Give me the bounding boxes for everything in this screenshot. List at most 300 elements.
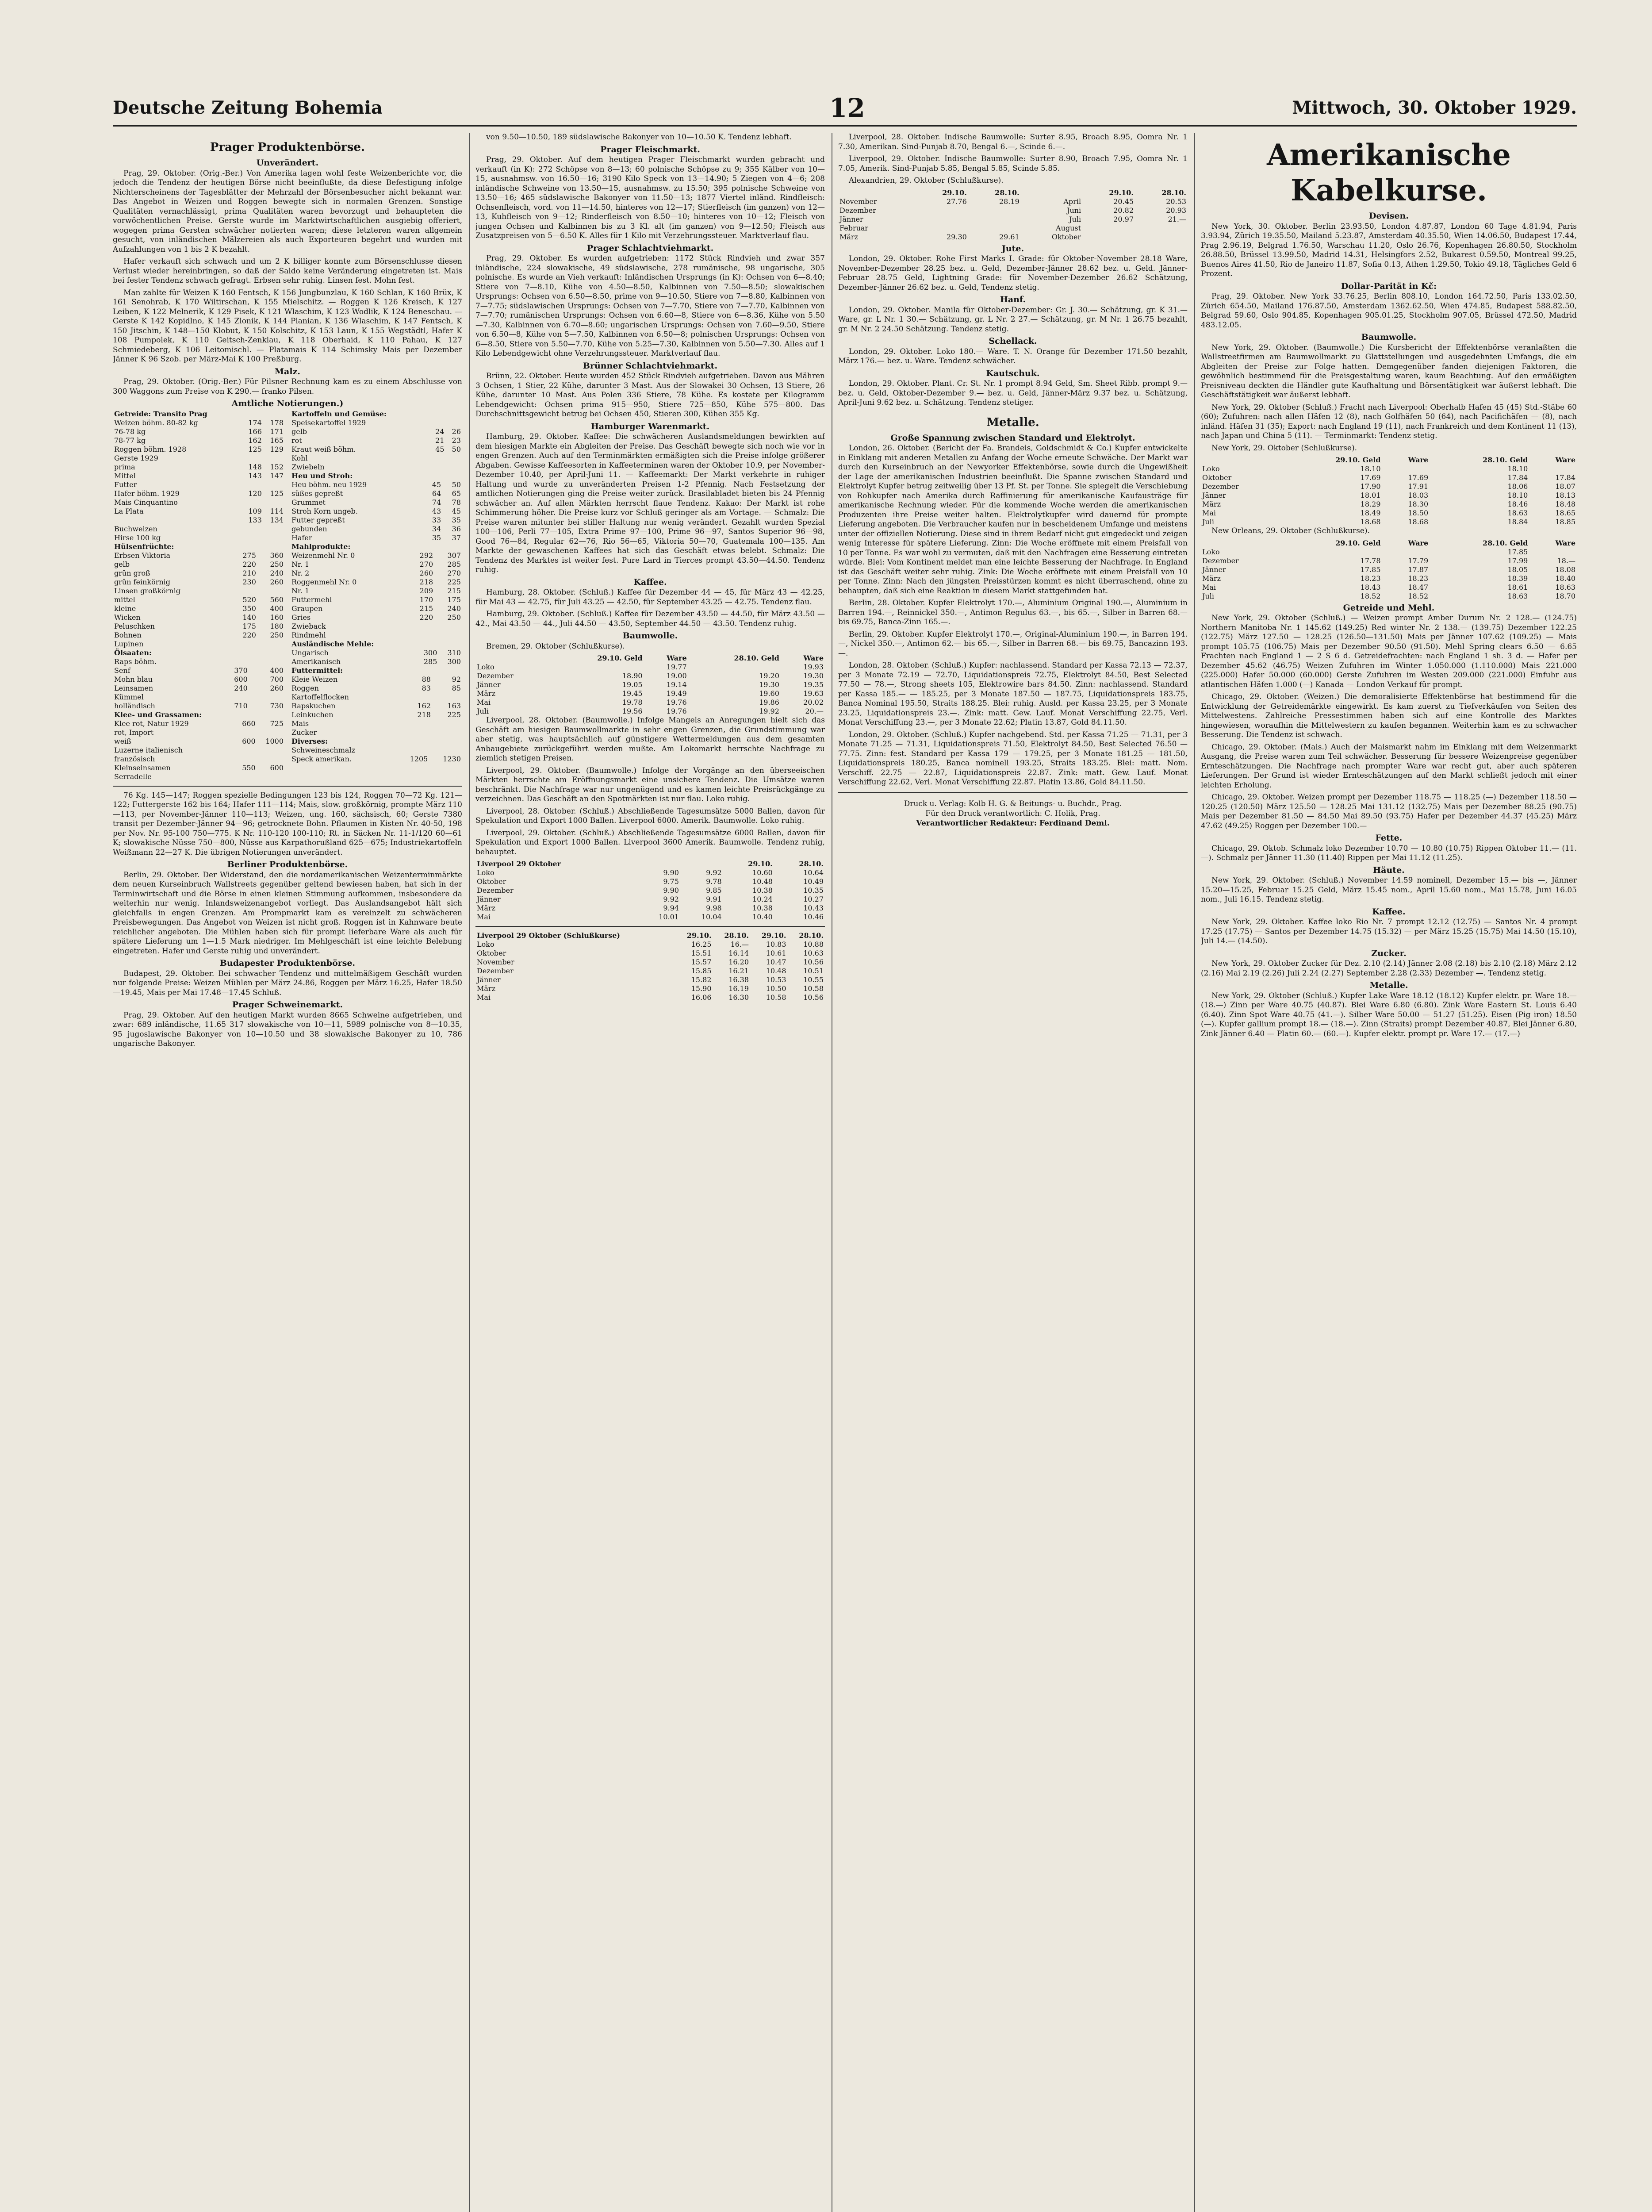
article-paragraph: von 9.50—10.50, 189 südslawische Bakonyer von 10—10.50 K. Tendenz lebhaft. xyxy=(486,133,792,142)
table-row xyxy=(113,666,285,675)
table-row xyxy=(290,719,462,728)
newspaper-name: Deutsche Zeitung Bohemia xyxy=(113,97,383,118)
table-cell: 10.60 xyxy=(752,868,773,877)
table-row xyxy=(113,525,285,534)
article-paragraph: New York, 29. Oktober (Schluß.) Kupfer Lake Ware 18.12 (18.12) Kupfer elektr. pr. Ware 18.— (18.—) Zinn per Ware 40.75 (40.87). Blei Ware 6.80 (6.80). Zink Ware Eastern St. Louis 6.40 (6.40). Zinn Spot Ware 40.75 (41.—). Silber Ware 50.00 — 51.27 (51.25). Eisen (Pig iron) 18.50 (—). Kupfer gallium prompt 18.— (18.—). Zinn (Straits) prompt Dezember 40.87, Blei Jänner 6.80, Zink Jänner 6.40 — Platin 60.— (60.—). Kupfer elektr. prompt pr. Ware 17.— (17.—) xyxy=(1201,991,1577,1038)
table-header xyxy=(1201,456,1282,465)
table-cell: Erbsen Viktoria xyxy=(114,551,171,560)
table-cell: grün feinkörnig xyxy=(114,577,171,586)
table-cell: 17.69 xyxy=(1360,473,1381,482)
article-paragraph: Liverpool, 29. Oktober. (Schluß.) Abschließende Tagesumsätze 6000 Ballen, davon für Spekulation und Export 1000 Ballen. Liverpool 3600 Amerik. Baumwolle. Tendenz ruhig, behauptet. xyxy=(475,828,825,856)
table-cell: 18.10 xyxy=(1507,491,1528,499)
table-row xyxy=(475,940,825,949)
price-tables xyxy=(113,410,462,781)
table-cell: 10.48 xyxy=(752,877,773,886)
table-cell: Gries xyxy=(291,613,311,622)
table-cell: 19.76 xyxy=(666,707,687,715)
table-cell: Jänner xyxy=(839,215,863,223)
table-cell xyxy=(263,498,285,507)
table-cell: März xyxy=(477,689,495,698)
oilseeds-price-table xyxy=(113,649,285,710)
table-row xyxy=(113,640,285,649)
table-cell: Luzerne italienisch xyxy=(114,745,183,754)
table-cell xyxy=(968,206,1021,215)
table-header: 29.10. xyxy=(942,188,967,197)
table-cell: 74 xyxy=(432,498,441,507)
table-cell: 520 xyxy=(242,595,256,604)
table-cell: Dezember xyxy=(1202,556,1239,565)
table-cell: 19.78 xyxy=(622,698,643,707)
table-cell: 240 xyxy=(234,684,248,692)
table-cell: 10.27 xyxy=(803,895,824,903)
table-cell: Nr. 2 xyxy=(291,568,310,577)
table-cell: 18.63 xyxy=(1507,591,1528,600)
table-cell: Kümmel xyxy=(114,692,144,701)
table-cell: 10.63 xyxy=(803,949,824,957)
table-cell: 9.91 xyxy=(706,895,722,903)
table-cell: 18.50 xyxy=(1408,509,1429,517)
table-cell: Februar xyxy=(839,223,869,232)
price-table-left xyxy=(113,410,285,781)
table-cell: grün groß xyxy=(114,568,150,577)
table-cell: 45 xyxy=(452,507,461,515)
table-row xyxy=(113,772,285,781)
table-header-row xyxy=(838,188,1188,197)
table-cell: November xyxy=(477,958,514,966)
article-paragraph: New York, 29. Oktober Zucker für Dez. 2.10 (2.14) Jänner 2.08 (2.18) bis 2.10 (2.18) März 2.12 (2.16) Mai 2.19 (2.26) Juli 2.24 (2.27) September 2.28 (2.33) Dezember —. Tendenz stetig. xyxy=(1201,959,1577,978)
table-row xyxy=(1201,557,1577,565)
table-cell xyxy=(551,663,644,672)
table-row xyxy=(290,445,462,454)
imprint-line: Für den Druck verantwortlich: C. Holik, Prag. xyxy=(925,809,1100,818)
table-cell: 19.20 xyxy=(759,672,779,680)
table-cell: 19.14 xyxy=(666,680,687,689)
table-cell: 307 xyxy=(447,551,461,560)
table-cell: 15.85 xyxy=(691,967,712,975)
table-cell xyxy=(402,693,432,702)
table-cell: 10.48 xyxy=(766,967,786,975)
table-cell: 28.19 xyxy=(999,197,1020,206)
table-cell: Stroh Korn ungeb. xyxy=(291,507,358,515)
table-row xyxy=(113,578,285,587)
table-header: 28.10. xyxy=(724,931,749,940)
table-cell: 166 xyxy=(248,427,262,436)
table-cell: März xyxy=(477,984,495,993)
legumes-price-table xyxy=(113,542,285,649)
table-row xyxy=(290,649,462,657)
table-row xyxy=(290,710,462,719)
table-cell: 560 xyxy=(270,595,284,604)
table-cell: 20.45 xyxy=(1113,197,1134,206)
table-cell: 17.85 xyxy=(1507,547,1528,556)
table-cell: 16.20 xyxy=(728,958,749,966)
article-paragraph: London, 29. Oktober. Loko 180.— Ware. T. N. Orange für Dezember 171.50 bezahlt, März 176.— bez. u. Ware. Tendenz schwächer. xyxy=(838,347,1188,365)
table-cell xyxy=(432,693,462,702)
table-cell: 20.— xyxy=(805,707,824,715)
table-cell: 20.97 xyxy=(1113,215,1134,223)
article-paragraph: Prag, 29. Oktober. Auf dem heutigen Prager Fleischmarkt wurden gebracht und verkauft (in K): 272 Schöpse von 8—13; 60 polnische Schöpse zu 9; 355 Kälber von 10—15, ausnahmsw. von 16.50—16; 3190 Kilo Speck von 13—14.90; 5 Ziegen von 4—6; 208 inländische Schweine von 13.50—15, ausnahmsw. zu 15.50; 395 polnische Schweine von 13.50—16; 465 südslawische Bakonyer von 11.50—13; 1877 Viertel inländ. Rindfleisch: Ochsenfleisch, vord. von 11—14.50, hinteres von 12—17; Stierfleisch (im ganzen) von 12—13, Kuhfleisch von 9—12; Rinderfleisch von 8.50—10; hinteres von 10—12; Fleisch von jungen Ochsen und Kalbinnen bis zu 3 Kl. alt (im ganzen) von 9—12.50; Fleisch aus Zusatzpreisen von 5—6.50 K. Alles für 1 Kilo mit Verzehrungssteuer. Marktverlauf flau. xyxy=(475,155,825,240)
table-cell: Ungarisch xyxy=(291,648,329,657)
table-cell: Senf xyxy=(114,666,130,675)
table-cell: 9.85 xyxy=(706,886,722,895)
table-caption: New Orleans, 29. Oktober (Schlußkurse). xyxy=(1211,526,1370,535)
table-cell: 18.68 xyxy=(1408,518,1429,526)
section-title: Metalle. xyxy=(986,415,1039,429)
table-cell: französisch xyxy=(114,754,155,763)
table-row xyxy=(113,755,285,764)
table-row xyxy=(113,436,285,445)
table-cell: 10.01 xyxy=(659,913,679,921)
table-cell: 220 xyxy=(242,560,256,568)
table-cell: 400 xyxy=(270,604,284,613)
table-cell: 114 xyxy=(270,507,284,515)
section-subtitle: Baumwolle. xyxy=(1361,332,1417,342)
table-cell: Zucker xyxy=(291,728,317,737)
article-paragraph: London, 29. Oktober. Plant. Cr. St. Nr. 1 prompt 8.94 Geld, Sm. Sheet Ribb. prompt 9.— bez. u. Geld, Oktober-Dezember 9.— bez. u. Geld, Jänner-März 9.37 bez. u. Schätzung, April-Juni 9.62 bez. u. Schätzung. Tendenz stetiger. xyxy=(838,379,1188,407)
article-paragraph: Hamburg, 28. Oktober. (Schluß.) Kaffee für Dezember 44 — 45, für März 43 — 42.25, für Mai 43 — 42.75, für Juli 43.25 — 42.50, für September 43.25 — 42.75. Tendenz flau. xyxy=(475,588,825,607)
article-paragraph: Chicago, 29. Oktob. Schmalz loko Dezember 10.70 — 10.80 (10.75) Rippen Oktober 11.— (11.—). Schmalz per Jänner 11.30 (11.40) Rippen per Mai 11.12 (11.25). xyxy=(1201,844,1577,862)
table-cell xyxy=(235,728,257,737)
article-paragraph: Liverpool, 28. Oktober. (Schluß.) Abschließende Tagesumsätze 5000 Ballen, davon für Spekulation und Export 1000 Ballen. Liverpool 6000. Amerik. Baumwolle. Loko ruhig. xyxy=(475,806,825,825)
article-paragraph: New York, 29. Oktober (Schluß.) Fracht nach Liverpool: Oberhalb Hafen 45 (45) Std.-Stäbe 60 (60); Zufuhren: nach allen Häfen 12 (8), nach Golfhäfen 50 (64), nach Pacifichäfen — (8), nach inländ. Häfen 31 (35); Export: nach England 19 (11), nach Frankreich und dem Kontinent 11 (13), nach Japan und China 5 (11). — Terminmarkt: Tendenz stetig. xyxy=(1201,403,1577,440)
table-header: Ware xyxy=(1555,456,1575,464)
table-cell: 225 xyxy=(447,710,461,719)
table-row xyxy=(475,672,825,680)
column-4 xyxy=(1201,133,1577,2212)
table-cell: 18.03 xyxy=(1408,491,1429,499)
section-subtitle: Metalle. xyxy=(1369,980,1408,990)
table-cell: 16.25 xyxy=(691,940,712,949)
table-header: Ausländische Mehle: xyxy=(291,639,374,648)
table-cell: 18.06 xyxy=(1507,482,1528,491)
table-cell: November xyxy=(839,197,877,206)
table-cell xyxy=(235,746,257,755)
table-cell: 16.— xyxy=(730,940,749,949)
table-cell xyxy=(1529,465,1577,473)
section-subtitle: Malz. xyxy=(275,366,300,376)
table-cell: 18.84 xyxy=(1507,518,1528,526)
table-cell xyxy=(968,224,1021,233)
section-subtitle: Brünner Schlachtviehmarkt. xyxy=(583,361,718,371)
table-cell: 10.04 xyxy=(701,913,722,921)
table-cell: 21.— xyxy=(1168,215,1186,223)
table-cell: 18.46 xyxy=(1507,500,1528,508)
table-cell: mittel xyxy=(114,595,135,604)
table-cell: Peluschken xyxy=(114,622,155,630)
table-cell: rot, Import xyxy=(114,728,154,737)
table-cell: 17.85 xyxy=(1360,565,1381,574)
table-cell xyxy=(230,587,257,595)
table-row xyxy=(290,755,462,764)
table-cell xyxy=(241,454,263,463)
table-cell: 165 xyxy=(270,436,284,445)
table-cell xyxy=(916,206,968,215)
table-header: Ware xyxy=(1408,538,1429,547)
table-cell: 21 xyxy=(435,436,445,445)
table-cell: Juli xyxy=(1202,518,1214,526)
table-header: 29.10. Geld xyxy=(1335,456,1381,464)
table-cell xyxy=(235,772,257,781)
table-cell: 9.92 xyxy=(706,868,722,877)
table-row xyxy=(475,707,825,716)
article-paragraph: Prag, 29. Oktober. (Orig.-Ber.) Für Pilsner Rechnung kam es zu einem Abschlusse von 300 Waggons zum Preise von K 290.— franko Pilsen. xyxy=(113,377,462,396)
table-cell: 92 xyxy=(452,675,461,684)
table-cell: 18.47 xyxy=(1408,583,1429,591)
table-cell: 10.51 xyxy=(803,967,824,975)
section-subtitle: Fette. xyxy=(1375,833,1403,843)
table-cell: 18.65 xyxy=(1555,509,1575,517)
table-row xyxy=(290,684,462,693)
table-cell: kleine xyxy=(114,604,136,613)
table-cell: 10.38 xyxy=(752,904,773,912)
section-subtitle: Dollar-Parität in Kč: xyxy=(1341,281,1437,291)
article-paragraph: Berlin, 29. Oktober. Der Widerstand, den die nordamerikanischen Weizenterminmärkte dem neuen Kurseinbruch Wallstreets gegenüber geltend bewiesen haben, hat sich in der Terminwirtschaft und die Börse in einen kleinen Stimmung aufkommen, insbesondere da weiterhin nur wenig. Inlandsweizenangebot vorliegt. Das Auslandsangebot hält sich gleichfalls in engen Grenzen. Am Prompmarkt kam es vereinzelt zu schwächeren Preisbewegungen. Das Angebot von Weizen ist nicht groß. Roggen ist in Kahnware beute reichlicher angeboten. Die Mühlen haben sich für prompt lieferbare Ware als auch für spätere Lieferung um 1—1.5 Mark niedriger. Im Mehlgeschäft ist eine leichte Belebung eingetreten. Hafer und Gerste ruhig und unverändert. xyxy=(113,870,462,956)
table-cell: 19.77 xyxy=(666,663,687,671)
table-header: 28.10. xyxy=(799,931,824,940)
table-cell: 18.08 xyxy=(1555,565,1575,574)
table-cell: weiß xyxy=(114,737,131,745)
table-cell: März xyxy=(1202,574,1221,583)
table-cell: 45 xyxy=(432,480,441,489)
table-cell: prima xyxy=(114,462,135,471)
table-cell: süßes gepreßt xyxy=(291,489,343,498)
liverpool-closing-table xyxy=(475,931,825,1002)
table-cell: 19.05 xyxy=(622,680,643,689)
table-cell: März xyxy=(1202,500,1221,508)
table-header: Ware xyxy=(667,654,687,662)
table-header: Getreide: Transito Prag xyxy=(114,409,207,418)
table-header: Ware xyxy=(1408,456,1429,464)
table-row xyxy=(475,967,825,975)
table-cell: Jänner xyxy=(1202,565,1226,574)
table-cell: 18.10 xyxy=(1360,465,1381,473)
table-cell: 162 xyxy=(248,436,262,445)
table-cell: Zwieback xyxy=(291,622,326,630)
table-cell: 209 xyxy=(419,586,433,595)
table-cell: 36 xyxy=(452,524,461,533)
table-cell: 730 xyxy=(270,701,284,710)
table-header: 29.10. Geld xyxy=(1335,538,1381,547)
table-row xyxy=(1201,518,1577,526)
table-cell: 18.39 xyxy=(1507,574,1528,583)
table-cell: Weizenmehl Nr. 0 xyxy=(291,551,355,560)
table-cell: 15.57 xyxy=(691,958,712,966)
table-cell: Mohn blau xyxy=(114,675,153,684)
table-row xyxy=(290,498,462,507)
table-header: 28.10. Geld xyxy=(1482,456,1528,464)
article-paragraph: Liverpool, 28. Oktober. (Baumwolle.) Infolge Mangels an Anregungen hielt sich das Geschäft am hiesigen Baumwollmarkte in sehr engen Grenzen, die Grundstimmung war aber stetig, was hauptsächlich auf günstigere Wettermeldungen aus dem gesamten Anbaugebiete zurückgeführt werden mußte. Am Lokomarkt herrschte Nachfrage zu ziemlich stetigen Preisen. xyxy=(475,716,825,763)
table-cell: Mai xyxy=(477,698,491,707)
table-row xyxy=(113,445,285,454)
table-row xyxy=(1201,592,1577,601)
table-cell: 310 xyxy=(447,648,461,657)
table-cell: Heu böhm. neu 1929 xyxy=(291,480,367,489)
table-cell: 26 xyxy=(452,427,461,436)
article-paragraph: Budapest, 29. Oktober. Bei schwacher Tendenz und mittelmäßigem Geschäft wurden nur folgende Preise: Weizen Mühlen per März 24.86, Roggen per März 16.25, Hafer 18.50—19.45, Mais per Mai 17.48—17.45 Schluß. xyxy=(113,969,462,997)
table-cell: 15.82 xyxy=(691,975,712,984)
table-cell: 18.30 xyxy=(1408,500,1429,508)
table-cell: gelb xyxy=(291,427,307,436)
section-subtitle: Prager Schweinemarkt. xyxy=(232,1000,343,1010)
table-cell: Buchweizen xyxy=(114,524,157,533)
table-cell: 17.99 xyxy=(1507,556,1528,565)
table-cell: 17.69 xyxy=(1408,473,1429,482)
table-cell: 18.05 xyxy=(1507,565,1528,574)
table-cell xyxy=(257,728,285,737)
table-cell xyxy=(249,657,285,666)
table-row xyxy=(113,498,285,507)
neworleans-cotton-table xyxy=(1201,539,1577,601)
table-header: Ware xyxy=(803,654,824,662)
section-subtitle: Kaffee. xyxy=(1372,906,1406,917)
table-cell: 660 xyxy=(242,719,256,728)
table-row xyxy=(290,693,462,702)
table-cell xyxy=(916,224,968,233)
table-cell: 9.90 xyxy=(663,868,679,877)
table-cell: 218 xyxy=(417,710,431,719)
table-cell xyxy=(429,746,462,755)
table-cell: Raps böhm. xyxy=(114,657,157,666)
section-subtitle: Hamburger Warenmarkt. xyxy=(590,421,710,431)
imprint xyxy=(838,799,1188,828)
table-cell: 9.98 xyxy=(706,904,722,912)
table-cell: 18.90 xyxy=(622,672,643,680)
article-paragraph: Man zahlte für Weizen K 160 Fentsch, K 156 Jungbunzlau, K 160 Schlan, K 160 Brüx, K 161 Senohrab, K 170 Wiltirschan, K 155 Mielschitz. — Roggen K 126 Kreisch, K 127 Leiben, K 122 Melnerik, K 129 Pisek, K 121 Wlaschim, K 123 Wodlik, K 124 Beneschau. — Gerste K 142 Kopidlno, K 145 Zlonik, K 144 Planian, K 136 Wlaschim, K 147 Fentsch, K 150 Jitschin, K 148—150 Klobut, K 150 Kolschitz, K 153 Laun, K 155 Wegstädtl, Hafer K 108 Pumpolek, K 110 Geitsch-Zenklau, K 118 Oberhaid, K 110 Pahau, K 127 Schmiedeberg, K 106 Leitomischl. — Platamais K 114 Schimsky Mais per Dezember Jänner K 96 Szob. per März-Mai K 100 Preßburg. xyxy=(113,288,462,364)
table-cell: 29.61 xyxy=(999,232,1020,241)
table-cell: Leinsamen xyxy=(114,684,153,692)
divider xyxy=(475,926,825,927)
table-row xyxy=(475,877,825,886)
table-cell: 9.94 xyxy=(663,904,679,912)
table-cell: Hirse 100 kg xyxy=(114,533,161,542)
bremen-cotton-table xyxy=(475,654,825,716)
table-cell: 17.79 xyxy=(1408,556,1429,565)
table-header: 28.10. Geld xyxy=(734,654,779,662)
table-cell: 10.24 xyxy=(752,895,773,903)
grain-price-table xyxy=(113,410,285,542)
table-cell: 88 xyxy=(422,675,431,684)
table-cell: Loko xyxy=(477,940,494,949)
alexandria-cotton-table xyxy=(838,188,1188,242)
table-cell xyxy=(429,419,445,427)
table-row xyxy=(475,680,825,689)
table-cell: 17.91 xyxy=(1408,482,1429,491)
table-cell: Dezember xyxy=(1202,482,1239,491)
table-cell: Leinkuchen xyxy=(291,710,333,719)
section-subtitle: Zucker. xyxy=(1371,948,1407,958)
table-row xyxy=(113,764,285,772)
article-paragraph: New York, 29. Oktober. Kaffee loko Rio Nr. 7 prompt 12.12 (12.75) — Santos Nr. 4 prompt 17.25 (17.75) — Santos per Dezember 14.75 (15.32) — per März 15.25 (15.75) Mai 14.50 (15.10), Juli 14.— (14.50). xyxy=(1201,918,1577,945)
article-paragraph: Hamburg, 29. Oktober. Kaffee: Die schwächeren Auslandsmeldungen bewirkten auf dem hiesigen Markte ein Abgleiten der Preise. Das Geschäft bewegte sich noch wie vor in engen Grenzen. Auch auf den Terminmärkten ermäßigten sich die Preise infolge größerer Abgaben. Gewisse Kaffeesorten in Kaffeeterminen waren der Oktober 10.9, per November-Dezember 10.40, per April-Juni 11. — Kaffeemarkt: Der Markt verkehrte in ruhiger Haltung und wurde zu unveränderten Preisen 1-2 Pfennig. Nach Festsetzung der amtlichen Notierungen ging die Preise weiter zurück. Brasilabladet bieten bis 24 Pfennig schwächer an. Auf allen Märkten herrscht flaue Tendenz. Kakao: Der Markt ist rohe Schimmerung höher. Die Preise kurz vor Schluß geringer als am Vortage. — Schmalz: Die Preise waren mitunter bei stiller Haltung nur wenig verändert. Gezahlt wurden Spezial 100—106, Perli 77—105, Extra Prime 97—100, Prime 96—97, Santos Superior 96—98, Good 76—84, Regular 62—76, Rio 56—65, Viktoria 50—70, Guatemala 100—135. Am Markte der gewaschenen Kaffees hat sich das Geschäft etwas belebt. Schmalz: Die Tendenz des Marktes ist weiter fest. Pure Lard in Tierces prompt 43.50—44.50. Tendenz ruhig. xyxy=(475,432,825,574)
table-header: 28.10. xyxy=(799,860,824,868)
table-cell: Nr. 1 xyxy=(291,586,310,595)
table-cell: 18.40 xyxy=(1555,574,1575,583)
article-paragraph: Prag, 29. Oktober. New York 33.76.25, Berlin 808.10, London 164.72.50, Paris 133.02.50, Zürich 654.50, Mailand 176.87.50, Amsterdam 1362.62.50, Wien 474.85, Budapest 588.82.50, Belgrad 59.60, Oslo 904.85, Kopenhagen 905.01.25, Stockholm 907.05, Brüssel 472.50, Madrid 483.12.05. xyxy=(1201,292,1577,330)
table-cell xyxy=(429,463,445,472)
table-cell: Linsen großkörnig xyxy=(114,586,180,595)
table-cell: 285 xyxy=(423,657,437,666)
table-cell: Serradelle xyxy=(114,772,152,781)
table-cell: 16.21 xyxy=(728,967,749,975)
table-cell: Gerste 1929 xyxy=(114,453,158,462)
table-cell: Rapskuchen xyxy=(291,701,336,710)
table-row xyxy=(1201,482,1577,491)
table-header: 29.10. xyxy=(1109,188,1134,197)
table-header: Futtermittel: xyxy=(291,666,343,675)
table-cell: 29.30 xyxy=(947,232,967,241)
table-header: 28.10. xyxy=(1161,188,1186,197)
table-row xyxy=(1201,473,1577,482)
table-row xyxy=(113,622,285,631)
table-row xyxy=(113,737,285,746)
table-cell xyxy=(241,498,263,507)
table-cell: Loko xyxy=(477,663,494,671)
table-cell: 220 xyxy=(242,630,256,639)
table-cell: Jänner xyxy=(477,975,501,984)
table-header-row xyxy=(475,860,825,868)
table-header: Kartoffeln und Gemüse: xyxy=(291,409,387,418)
table-cell: 215 xyxy=(447,586,461,595)
table-cell: 50 xyxy=(452,445,461,453)
table-header: Liverpool 29 Oktober (Schlußkurse) xyxy=(477,931,620,940)
table-caption: Bremen, 29. Oktober (Schlußkurse). xyxy=(486,641,625,651)
table-cell xyxy=(1135,233,1188,242)
table-row xyxy=(290,551,462,560)
table-cell: 10.46 xyxy=(803,913,824,921)
table-cell: 220 xyxy=(419,613,433,622)
table-row xyxy=(475,886,825,895)
table-cell: 700 xyxy=(270,675,284,684)
table-cell: 210 xyxy=(242,568,256,577)
table-header: 29.10. xyxy=(686,931,712,940)
table-row xyxy=(475,698,825,707)
table-row xyxy=(838,233,1188,242)
table-header-row xyxy=(475,654,825,663)
table-row xyxy=(1201,565,1577,574)
table-row xyxy=(113,728,285,737)
table-cell: Mai xyxy=(477,913,491,921)
table-row xyxy=(290,631,462,640)
table-row xyxy=(113,587,285,595)
table-cell: 120 xyxy=(248,489,262,498)
section-subtitle: Kaffee. xyxy=(633,577,667,587)
table-cell: 43 xyxy=(432,507,441,515)
table-cell xyxy=(429,454,445,463)
section-subtitle: Devisen. xyxy=(1368,211,1409,221)
table-cell: 1000 xyxy=(265,737,284,745)
table-cell: Oktober xyxy=(1202,473,1232,482)
table-cell xyxy=(432,719,462,728)
table-caption: Alexandrien, 29. Oktober (Schlußkurse). xyxy=(849,176,1004,185)
table-cell: Loko xyxy=(1202,465,1220,473)
table-cell: Oktober xyxy=(477,877,506,886)
table-cell: 250 xyxy=(270,560,284,568)
table-header xyxy=(1021,188,1082,197)
table-row xyxy=(113,560,285,569)
article-paragraph: 76 Kg. 145—147; Roggen spezielle Bedingungen 123 bis 124, Roggen 70—72 Kg. 121—122; Futtergerste 162 bis 164; Hafer 111—114; Mais, slow. großkörnig, prompte März 110—113, per November-Jänner 110—113; Weizen, ung. 160, sächsisch, 60; Gerste 7380 transit per Dezember-Jänner 94—96; getrocknete Bohn. Pflaumen in Kisten Nr. 40-50, 198 per Nov. Nr. 95-100 750—775. K Nr. 110-120 100-110; Rt. in Säcken Nr. 11-1/120 60—61 K; slowakische Nüsse 750—800, Nüsse aus Karpathorußland 625—675; Industriekartoffeln Weißmann 22—27 K. Die übrigen Notierungen unverändert. xyxy=(113,791,462,857)
table-row xyxy=(113,613,285,622)
page-header xyxy=(113,95,1577,122)
table-row xyxy=(113,675,285,684)
table-row xyxy=(838,215,1188,224)
article-paragraph: London, 29. Oktober. Manila für Oktober-Dezember: Gr. J. 30.— Schätzung, gr. K 31.— Ware, gr. L Nr. 1 30.— Schätzung, gr. L Nr. 2 27.— Schätzung, gr. M Nr. 1 26.75 bezahlt, gr. M Nr. 2 24.50 Schätzung. Tendenz stetig. xyxy=(838,305,1188,334)
table-header: Mahlprodukte: xyxy=(291,542,351,551)
table-row xyxy=(475,993,825,1002)
table-cell xyxy=(263,454,285,463)
table-cell: 285 xyxy=(447,560,461,568)
table-cell: 18.52 xyxy=(1360,591,1381,600)
table-cell: Kleinseinsamen xyxy=(114,763,171,772)
